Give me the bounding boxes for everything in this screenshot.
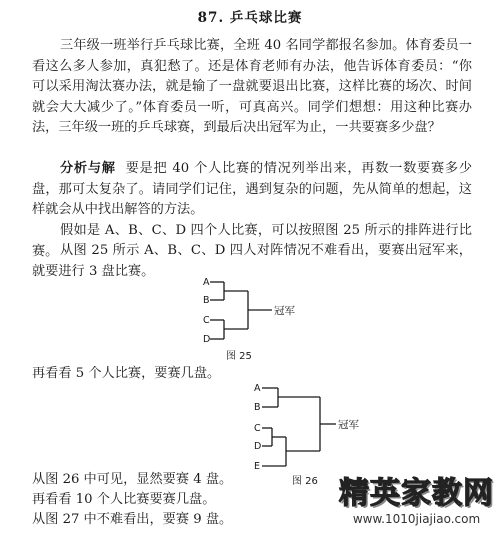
conclusion-line-3: 从图 27 中不难看出，要赛 9 盘。 (32, 512, 233, 527)
figure-25-bracket (190, 272, 320, 364)
fig25-player-d: D (203, 334, 211, 345)
fig25-player-b: B (203, 295, 210, 306)
fig25-caption: 图 25 (226, 351, 252, 362)
fig26-champion: 冠军 (338, 419, 359, 431)
five-players-line: 再看看 5 个人比赛，要赛几盘。 (32, 366, 221, 381)
page-title: 87. 乒乓球比赛 (197, 10, 303, 26)
conclusion-line-2: 再看看 10 个人比赛要赛几盘。 (32, 492, 216, 507)
fig26-player-b: B (254, 402, 261, 413)
fig26-player-e: E (254, 461, 261, 472)
watermark-logo: 精英家教网 (339, 476, 494, 511)
fig26-player-d: D (254, 441, 262, 452)
conclusion-line-1: 从图 26 中可见，显然要赛 4 盘。 (32, 472, 233, 487)
watermark (339, 468, 494, 526)
figure25-intro: 假如是 A、B、C、D 四个人比赛，可以按照图 25 所示的排阵进行比赛。 (32, 223, 472, 259)
analysis-paragraph (32, 159, 472, 221)
fig25-champion: 冠军 (274, 305, 295, 317)
analysis-text: 要是把 40 个人比赛的情况列举出来，再数一数要赛多少盘，那可太复杂了。请同学们记住，遇到复杂的问题，先从简单的想起，这样就会从中找出解答的方法。 (32, 161, 472, 218)
fig26-caption: 图 26 (292, 476, 318, 487)
analysis-heading: 分析与解 (60, 161, 116, 176)
fig26-player-a: A (254, 383, 261, 394)
problem-paragraph: 三年级一班举行乒乓球比赛，全班 40 名同学都报名参加。体育委员一看这么多人参加，真犯愁了。还是体育老师有办法，他告诉体育委员：“你可以采用淘汰赛办法，就是输了一盘就要退出比赛，这样比赛的场次、时间就会大大减少了。”体育委员一听，可真高兴。同学们想想：用这种比赛办法，三年级一班的乒乓球赛，到最后决出冠军为止，一共要赛多少盘？ (32, 38, 472, 136)
fig25-player-a: A (203, 277, 210, 288)
watermark-url: www.1010jiajiao.com (352, 512, 481, 526)
fig26-player-c: C (254, 423, 261, 434)
fig25-player-c: C (203, 315, 210, 326)
figure25-result: 从图 25 所示 A、B、C、D 四人对阵情况不难看出，要赛出冠军来，就要进行 3 盘比赛。 (32, 243, 472, 279)
